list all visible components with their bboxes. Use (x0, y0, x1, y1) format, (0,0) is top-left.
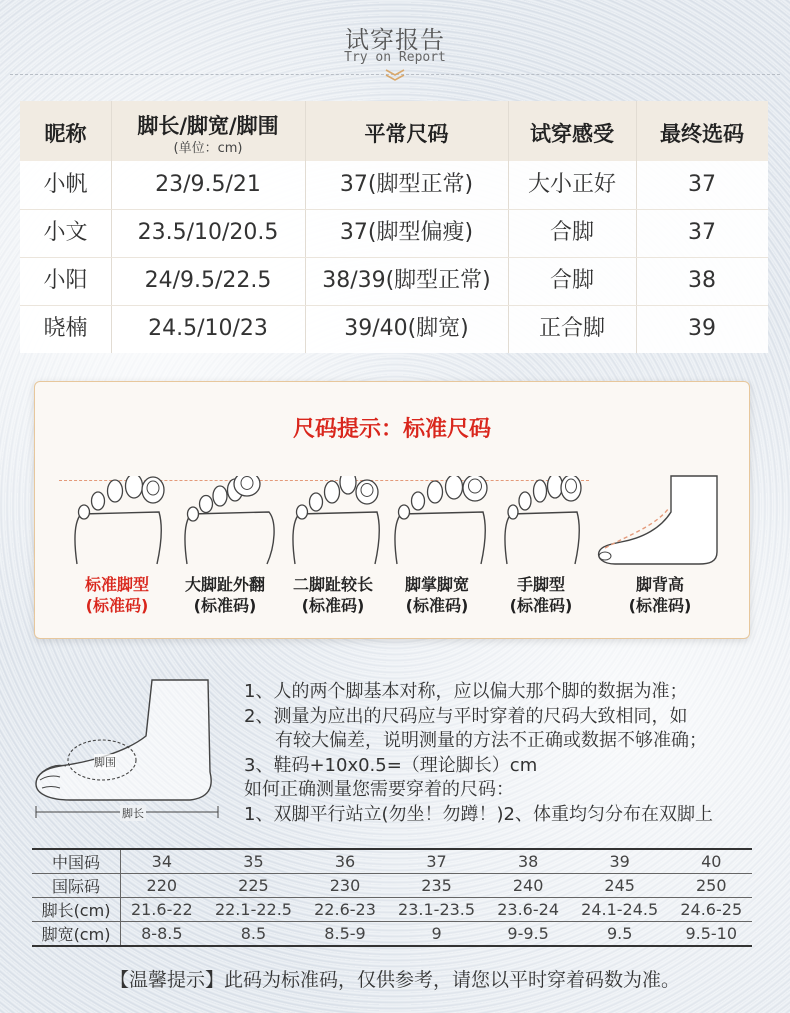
table-cell: 9.5-10 (670, 922, 752, 947)
table-cell: 35 (203, 849, 305, 874)
report-header-unit: (单位：cm) (173, 141, 243, 156)
report-cell: 正合脚 (538, 316, 605, 341)
table-cell: 220 (121, 874, 203, 898)
table-cell: 8-8.5 (121, 922, 203, 947)
size-tips-title: 尺码提示：标准尺码 (292, 417, 491, 442)
long-second-toe-foot-icon (289, 476, 385, 571)
table-row (32, 849, 752, 874)
foot-measurement-diagram-icon (30, 676, 226, 824)
table-cell: 240 (487, 874, 568, 898)
foot-type-sub: (标准码) (405, 596, 469, 615)
high-instep-foot-icon (591, 472, 721, 567)
table-cell: 39 (569, 849, 671, 874)
table-cell: 245 (569, 874, 671, 898)
report-cell: 24/9.5/22.5 (144, 268, 272, 293)
size-chart-table (32, 848, 752, 947)
report-cell: 38 (688, 268, 716, 293)
report-cell: 小文 (43, 220, 88, 245)
slim-foot-icon (497, 476, 593, 571)
table-cell: 22.1-22.5 (203, 898, 305, 922)
report-cell: 37(脚型正常) (339, 172, 474, 197)
size-tips-card (34, 381, 750, 639)
foot-type-sub: (标准码) (628, 596, 692, 615)
report-cell: 晓楠 (43, 316, 88, 341)
report-cell: 23/9.5/21 (155, 172, 261, 197)
table-cell: 24.1-24.5 (569, 898, 671, 922)
standard-foot-icon (71, 476, 167, 571)
report-cell: 23.5/10/20.5 (137, 220, 279, 245)
report-cell: 39 (688, 316, 716, 341)
report-cell: 合脚 (549, 220, 594, 245)
foot-type-sub: (标准码) (85, 596, 149, 615)
table-cell: 8.5 (203, 922, 305, 947)
table-cell: 34 (121, 849, 203, 874)
foot-type-label: 大脚趾外翻 (184, 575, 265, 594)
table-cell: 9-9.5 (487, 922, 568, 947)
table-cell: 230 (304, 874, 385, 898)
wide-foot-icon (393, 476, 489, 571)
table-cell: 235 (386, 874, 488, 898)
table-row-header: 国际码 (32, 874, 121, 898)
foot-type-label: 二脚趾较长 (292, 575, 373, 594)
table-cell: 23.1-23.5 (386, 898, 488, 922)
foot-type-label: 脚掌脚宽 (404, 575, 469, 594)
table-cell: 36 (304, 849, 385, 874)
foot-type-label: 标准脚型 (84, 575, 149, 594)
note-line: 有较大偏差，说明测量的方法不正确或数据不够准确； (275, 730, 707, 751)
chevron-down-icon (383, 68, 407, 82)
table-cell: 23.6-24 (487, 898, 568, 922)
note-line: 如何正确测量您需要穿着的尺码： (244, 779, 514, 800)
table-row (32, 874, 752, 898)
report-cell: 大小正好 (527, 172, 616, 197)
foot-type-sub: (标准码) (193, 596, 257, 615)
table-cell: 9 (386, 922, 488, 947)
girth-label: 脚围 (94, 756, 116, 769)
report-cell: 37 (688, 220, 716, 245)
foot-type-label: 手脚型 (516, 575, 565, 594)
page-title: 试穿报告 (345, 26, 445, 54)
table-row-header: 脚长(cm) (32, 898, 121, 922)
foot-type-sub: (标准码) (301, 596, 365, 615)
foot-type-label: 脚背高 (635, 575, 684, 594)
table-cell: 37 (386, 849, 488, 874)
report-cell: 24.5/10/23 (148, 316, 268, 341)
report-cell: 小阳 (43, 268, 88, 293)
foot-type-sub: (标准码) (509, 596, 573, 615)
report-cell: 37(脚型偏瘦) (339, 220, 474, 245)
table-cell: 38 (487, 849, 568, 874)
page-subtitle: Try on Report (344, 50, 446, 65)
note-line: 1、双脚平行站立(勿坐！勿蹲！)2、体重均匀分布在双脚上 (244, 803, 713, 825)
table-cell: 21.6-22 (121, 898, 203, 922)
report-cell: 合脚 (549, 268, 594, 293)
report-cell: 37 (688, 172, 716, 197)
table-cell: 24.6-25 (670, 898, 752, 922)
report-header-usual-size: 平常尺码 (364, 122, 449, 146)
report-header-nickname: 昵称 (44, 122, 87, 146)
table-cell: 225 (203, 874, 305, 898)
note-line: 3、鞋码+10x0.5=（理论脚长）cm (244, 754, 538, 776)
report-cell: 39/40(脚宽) (344, 316, 469, 341)
table-cell: 9.5 (569, 922, 671, 947)
length-label: 脚长 (122, 807, 144, 820)
table-cell: 40 (670, 849, 752, 874)
report-cell: 小帆 (43, 172, 88, 197)
table-row (32, 898, 752, 922)
footer-tip: 【温馨提示】此码为标准码，仅供参考，请您以平时穿着码数为准。 (109, 969, 680, 991)
report-cell: 38/39(脚型正常) (322, 268, 491, 293)
table-row-header: 中国码 (32, 849, 121, 874)
report-header-final-size: 最终选码 (660, 122, 744, 146)
table-row-header: 脚宽(cm) (32, 922, 121, 947)
table-cell: 250 (670, 874, 752, 898)
table-cell: 8.5-9 (304, 922, 385, 947)
try-on-report-table (20, 101, 768, 353)
table-cell: 22.6-23 (304, 898, 385, 922)
report-header-feeling: 试穿感受 (530, 122, 614, 146)
report-header-measurements: 脚长/脚宽/脚围 (137, 114, 279, 138)
table-row (32, 922, 752, 947)
note-line: 2、测量为应出的尺码应与平时穿着的尺码大致相同，如 (244, 705, 688, 727)
note-line: 1、人的两个脚基本对称，应以偏大那个脚的数据为准； (244, 681, 688, 702)
measurement-notes (244, 680, 784, 827)
bunion-foot-icon (181, 476, 277, 571)
